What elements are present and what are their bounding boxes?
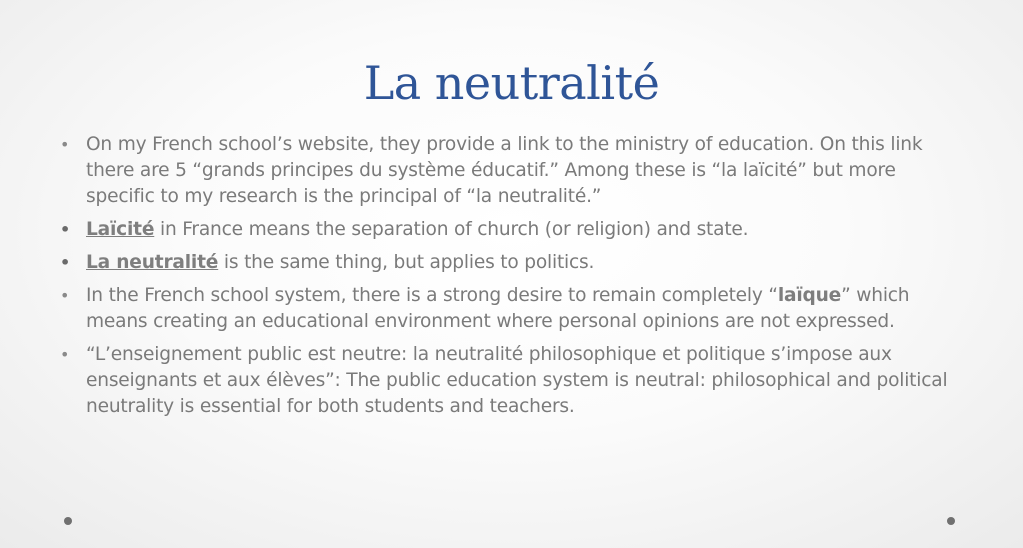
bullet-text: ” which means creating an educational environment where personal opinions are not expressed.	[86, 285, 910, 332]
keyword-la-neutralite: La neutralité	[86, 252, 219, 273]
bullet-text: In the French school system, there is a strong desire to remain completely “	[86, 285, 778, 306]
bullet-icon: •	[60, 220, 71, 239]
bullet-text: is the same thing, but applies to politics.	[218, 252, 595, 273]
bullet-icon: •	[60, 345, 70, 364]
bullet-text: On my French school’s website, they provide a link to the ministry of education. On this link there are 5 “grands principes du système éducatif.” Among these is “la laïcité” but more specific to my research is the principal of “la neutralité.”	[86, 134, 923, 207]
bullet-item	[58, 132, 958, 210]
slide-title: La neutralité	[363, 56, 660, 110]
bullet-item	[58, 342, 958, 420]
bullet-list	[58, 132, 958, 427]
bullet-text: in France means the separation of church (or religion) and state.	[154, 219, 749, 240]
decorative-dot-left	[64, 517, 72, 525]
bullet-item	[58, 250, 958, 276]
bullet-icon: •	[60, 253, 71, 272]
keyword-laicite: Laïcité	[86, 219, 155, 240]
bullet-icon: •	[60, 286, 70, 305]
bullet-item	[58, 217, 958, 243]
keyword-laique: laïque	[777, 285, 842, 306]
bullet-text: “L’enseignement public est neutre: la neutralité philosophique et politique s’impose aux enseignants et aux élèves”: The public education system is neutral: philosophical and political neutrality is essential for both students and teachers.	[86, 344, 948, 417]
bullet-icon: •	[60, 135, 70, 154]
decorative-dot-right	[947, 517, 955, 525]
bullet-item	[58, 283, 958, 335]
